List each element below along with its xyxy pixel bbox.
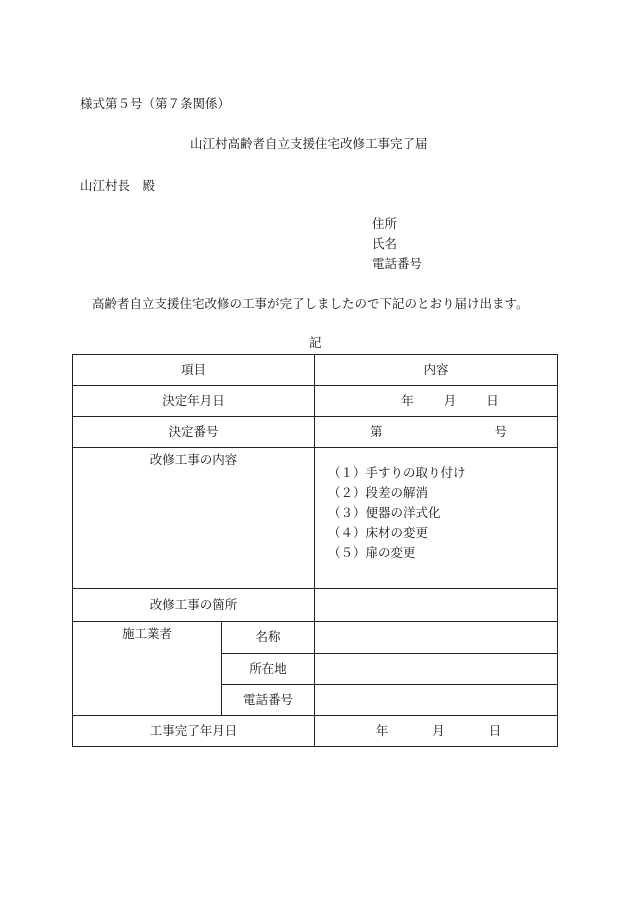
contractor-name-label: 名称 (222, 622, 315, 654)
applicant-name-label: 氏名 (372, 236, 398, 251)
work-item[interactable]: （１）手すりの取り付け (328, 465, 466, 480)
work-location-value[interactable] (315, 589, 558, 622)
decision-date-label: 決定年月日 (73, 386, 315, 417)
report-table (72, 354, 558, 747)
go-label: 号 (494, 423, 508, 439)
header-content-cell: 内容 (315, 355, 558, 386)
form-number: 様式第５号（第７条関係） (80, 96, 231, 111)
addressee: 山江村長 殿 (80, 178, 156, 193)
contractor-phone-value[interactable] (315, 685, 558, 716)
contractor-address-value[interactable] (315, 654, 558, 685)
work-location-row (73, 589, 558, 622)
month-label: 月 (443, 392, 457, 408)
decision-date-row (73, 386, 558, 417)
dai-label: 第 (370, 423, 383, 439)
contractor-address-label: 所在地 (222, 654, 315, 685)
work-item[interactable]: （４）床材の変更 (328, 525, 429, 540)
work-location-label: 改修工事の箇所 (73, 589, 315, 622)
work-content-value (315, 448, 558, 589)
decision-date-value[interactable] (315, 386, 558, 417)
contractor-name-row (73, 622, 558, 654)
work-items-list (328, 463, 557, 563)
statement-text: 高齢者自立支援住宅改修の工事が完了しましたので下記のとおり届け出ます。 (92, 296, 529, 311)
ki-heading: 記 (309, 335, 322, 350)
table-header-row (73, 355, 558, 386)
completion-date-label: 工事完了年月日 (73, 716, 315, 747)
work-item[interactable]: （３）便器の洋式化 (328, 505, 441, 520)
work-item[interactable]: （２）段差の解消 (328, 485, 429, 500)
work-content-row (73, 448, 558, 589)
completion-date-value[interactable] (315, 716, 558, 747)
day-label: 日 (486, 392, 499, 408)
applicant-phone-label: 電話番号 (372, 256, 423, 271)
month-label: 月 (432, 722, 445, 738)
contractor-name-value[interactable] (315, 622, 558, 654)
decision-number-label: 決定番号 (73, 417, 315, 448)
year-label: 年 (401, 392, 414, 408)
applicant-address-label: 住所 (372, 216, 398, 231)
completion-date-row (73, 716, 558, 747)
year-label: 年 (375, 722, 389, 738)
contractor-phone-label: 電話番号 (222, 685, 315, 716)
document-title: 山江村高齢者自立支援住宅改修工事完了届 (190, 136, 428, 151)
contractor-label: 施工業者 (73, 622, 222, 716)
decision-number-value[interactable] (315, 417, 558, 448)
day-label: 日 (488, 722, 502, 738)
decision-number-row (73, 417, 558, 448)
header-item-cell: 項目 (73, 355, 315, 386)
work-item[interactable]: （５）扉の変更 (328, 545, 416, 560)
work-content-label: 改修工事の内容 (73, 448, 315, 589)
